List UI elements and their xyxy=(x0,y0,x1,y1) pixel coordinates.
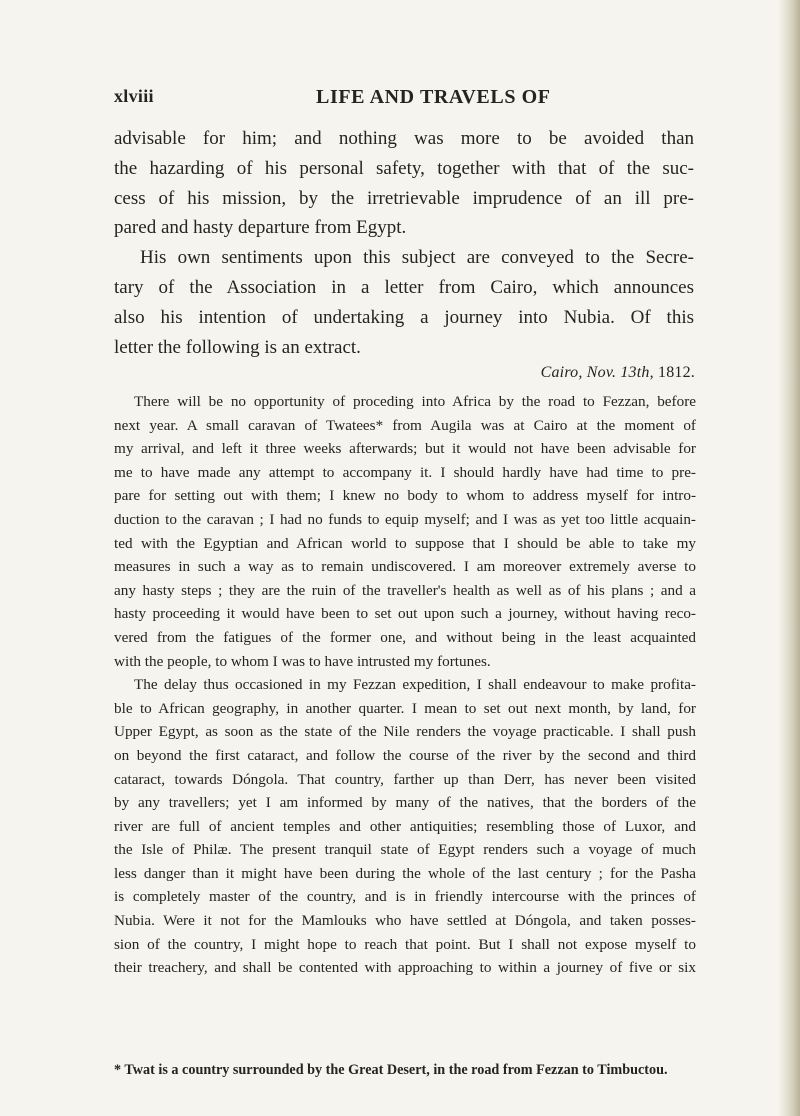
letter-line: vered from the fatigues of the former one, and without being in the least acquainted xyxy=(114,628,696,646)
page-number: xlviii xyxy=(114,86,154,106)
letter-line: the Isle of Philæ. The present tranquil state of Egypt renders such a voyage of much xyxy=(114,841,696,859)
letter-line: ted with the Egyptian and African world to suppose that I should be able to take my xyxy=(114,534,696,552)
page-edge-shadow xyxy=(778,0,800,1116)
letter-line: measures in such a way as to remain undiscovered. I am moreover extremely averse to xyxy=(114,558,696,576)
letter-line: their treachery, and shall be contented with approaching to within a journey of five or six xyxy=(114,959,696,977)
letter-line: less danger than it might have been during the whole of the last century ; for the Pasha xyxy=(114,864,696,882)
letter-line: me to have made any attempt to accompany it. I should hardly have had time to pre- xyxy=(114,463,696,481)
intro-line: cess of his mission, by the irretrievable imprudence of an ill pre- xyxy=(114,187,694,209)
running-header xyxy=(114,86,694,116)
intro-line: the hazarding of his personal safety, together with that of the suc- xyxy=(114,157,694,179)
intro-line: advisable for him; and nothing was more to be avoided than xyxy=(114,128,694,149)
intro-line: also his intention of undertaking a journey into Nubia. Of this xyxy=(114,306,694,328)
dateline-year: 1812. xyxy=(658,364,695,381)
letter-line: pare for setting out with them; I knew no body to whom to address myself for intro- xyxy=(114,487,696,505)
letter-line: is completely master of the country, and is in friendly intercourse with the princes of xyxy=(114,888,696,906)
intro-line: pared and hasty departure from Egypt. xyxy=(114,217,407,239)
letter-line: The delay thus occasioned in my Fezzan expedition, I shall endeavour to make profita- xyxy=(134,676,696,694)
letter-line: Nubia. Were it not for the Mamlouks who have settled at Dóngola, and taken posses- xyxy=(114,912,696,930)
letter-line: on beyond the first cataract, and follow the course of the river by the second and third xyxy=(114,746,696,764)
letter-line: There will be no opportunity of proceding into Africa by the road to Fezzan, before xyxy=(134,393,696,410)
letter-line: cataract, towards Dóngola. That country, farther up than Derr, has never been visited xyxy=(114,770,696,788)
dateline-place: Cairo, Nov. 13th, xyxy=(540,364,654,381)
letter-line: sion of the country, I might hope to reach that point. But I shall not expose myself to xyxy=(114,935,696,953)
letter-line: hasty proceeding it would have been to set out upon such a journey, without having reco- xyxy=(114,605,696,623)
letter-extract xyxy=(114,390,696,980)
letter-line: next year. A small caravan of Twatees* from Augila was at Cairo at the moment of xyxy=(114,416,696,434)
letter-line: ble to African geography, in another quarter. I mean to set out next month, by land, for xyxy=(114,699,696,717)
letter-line: with the people, to whom I was to have intrusted my fortunes. xyxy=(114,652,491,670)
intro-line: His own sentiments upon this subject are conveyed to the Secre- xyxy=(140,247,694,269)
letter-line: duction to the caravan ; I had no funds to equip myself; and I was as yet too little acquain- xyxy=(114,510,696,528)
running-title: LIFE AND TRAVELS OF xyxy=(316,86,551,108)
letter-line: Upper Egypt, as soon as the state of the Nile renders the voyage practicable. I shall push xyxy=(114,723,696,741)
letter-dateline xyxy=(114,364,695,382)
letter-line: river are full of ancient temples and other antiquities; resembling those of Luxor, and xyxy=(114,817,696,835)
footnote: * Twat is a country surrounded by the Great Desert, in the road from Fezzan to Timbuctou. xyxy=(114,1062,668,1078)
intro-line: tary of the Association in a letter from Cairo, which announces xyxy=(114,276,694,298)
intro-line: letter the following is an extract. xyxy=(114,336,361,358)
letter-line: by any travellers; yet I am informed by many of the natives, that the borders of the xyxy=(114,794,696,812)
letter-line: my arrival, and left it three weeks afterwards; but it would not have been advisable for xyxy=(114,440,696,458)
letter-line: any hasty steps ; they are the ruin of the traveller's health as well as of his plans ; and a xyxy=(114,581,696,599)
intro-paragraph xyxy=(114,124,694,362)
